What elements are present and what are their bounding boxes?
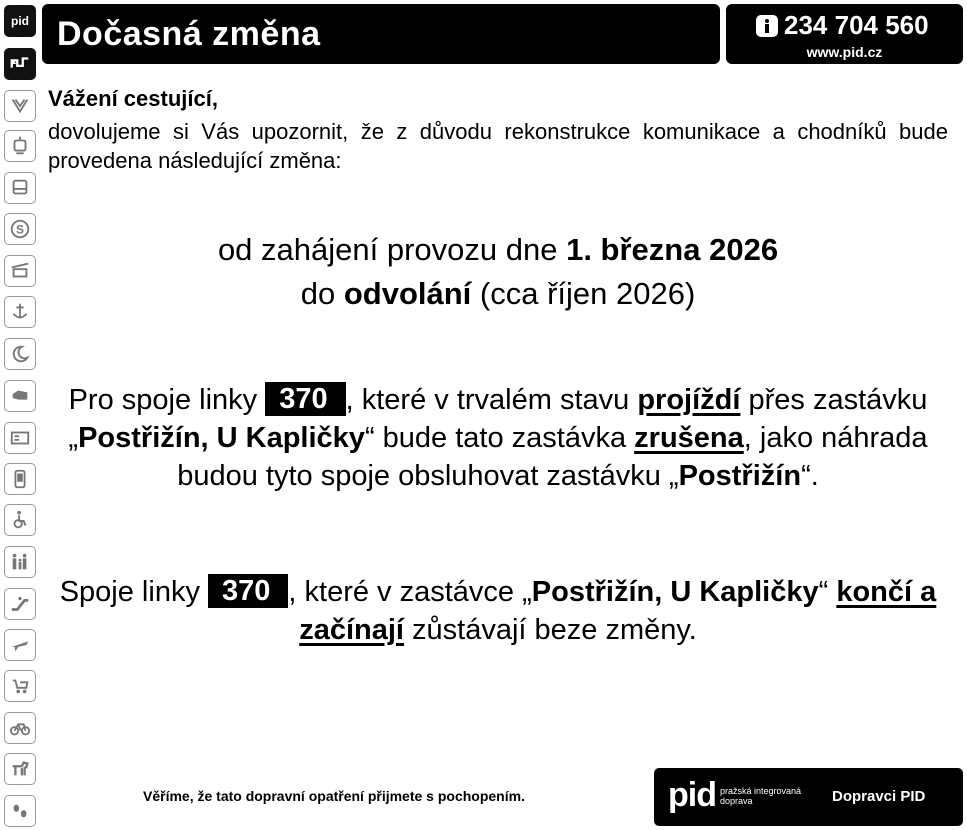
sidebar-family-button[interactable]: [4, 546, 36, 578]
sidebar-ticket-button[interactable]: [4, 380, 36, 412]
intro-text: dovolujeme si Vás upozornit, že z důvodu rekonstrukce komunikace a chodníků bude provedena následující změna:: [48, 119, 948, 173]
footer-note: Věříme, že tato dopravní opatření přijmete s pochopením.: [143, 788, 525, 804]
p1-emphasis: zrušena: [634, 422, 744, 454]
sidebar-night-button[interactable]: [4, 338, 36, 370]
sidebar-dog-button[interactable]: [4, 753, 36, 785]
footer-branding: [654, 768, 963, 826]
p2-text: “: [818, 576, 837, 608]
p1-text: přes zastávku „: [68, 384, 928, 454]
website-link[interactable]: www.pid.cz: [806, 44, 883, 60]
family-icon: [9, 551, 31, 573]
stop-name: Postřižín: [678, 460, 802, 492]
sidebar-walking-button[interactable]: [4, 795, 36, 827]
date-to: odvolání: [343, 276, 472, 311]
sidebar-bus-button[interactable]: [4, 172, 36, 204]
sidebar-cable-car-button[interactable]: [4, 255, 36, 287]
card-icon: [9, 427, 31, 449]
sidebar-mobile-button[interactable]: [4, 463, 36, 495]
pid-logo: pid: [4, 5, 36, 37]
line-badge: 370: [265, 382, 345, 416]
metro-icon: [9, 95, 31, 117]
paragraph-no-change: [48, 573, 948, 649]
p1-text: “.: [801, 460, 819, 492]
pid-logo-subtitle: [720, 786, 820, 806]
phone-number[interactable]: 234 704 560: [784, 10, 929, 40]
dog-icon: [9, 758, 31, 780]
sidebar-escalator-button[interactable]: [4, 588, 36, 620]
transfer-icon: [9, 53, 31, 75]
date-from-prefix: od zahájení provozu dne: [217, 232, 567, 267]
greeting: Vážení cestující,: [48, 86, 218, 111]
sidebar-transfer-button[interactable]: [4, 48, 36, 80]
sidebar-card-button[interactable]: [4, 422, 36, 454]
sidebar-airport-button[interactable]: [4, 629, 36, 661]
tram-icon: [9, 135, 31, 157]
stroller-icon: [9, 675, 31, 697]
paragraph-stop-cancelled: [48, 381, 948, 495]
sidebar-tram-button[interactable]: [4, 130, 36, 162]
validity-period: [48, 228, 948, 316]
escalator-icon: [9, 593, 31, 615]
pid-footer-logo: pid: [668, 776, 716, 814]
sidebar-metro-button[interactable]: [4, 90, 36, 122]
p1-emphasis: projíždí: [637, 384, 741, 416]
p1-text: , které v trvalém stavu: [345, 384, 638, 416]
svg-text:S: S: [16, 222, 24, 237]
night-icon: [9, 343, 31, 365]
sidebar-train-button[interactable]: [4, 213, 36, 245]
p1-text: Pro spoje linky: [68, 384, 266, 416]
stop-name: Postřižín, U Kapličky: [78, 422, 365, 454]
bus-icon: [9, 177, 31, 199]
p2-text: Spoje linky: [59, 576, 209, 608]
train-icon: [9, 218, 31, 240]
p1-text: , jako náhrada budou tyto spoje obsluhovat zastávku „: [177, 422, 928, 492]
logo-sub-line: pražská integrovaná: [720, 786, 802, 796]
date-to-prefix: do: [300, 276, 344, 311]
title-bar: [42, 4, 720, 64]
sidebar-ferry-button[interactable]: [4, 296, 36, 328]
date-to-suffix: (cca říjen 2026): [471, 276, 696, 311]
airport-icon: [9, 634, 31, 656]
walking-icon: [9, 800, 31, 822]
ferry-icon: [9, 301, 31, 323]
p1-text: “ bude tato zastávka: [364, 422, 635, 454]
info-icon: [756, 15, 778, 37]
sidebar-wheelchair-button[interactable]: [4, 504, 36, 536]
page-title: Dočasná změna: [57, 15, 321, 53]
mobile-icon: [9, 468, 31, 490]
stop-name: Postřižín, U Kapličky: [531, 576, 819, 608]
bicycle-icon: [9, 717, 31, 739]
date-from: 1. března 2026: [566, 232, 779, 267]
operators-label: Dopravci PID: [832, 788, 926, 805]
line-badge: 370: [208, 574, 288, 608]
ticket-icon: [9, 385, 31, 407]
p2-text: , které v zastávce „: [288, 576, 532, 608]
logo-sub-line: doprava: [720, 796, 753, 806]
sidebar-bicycle-button[interactable]: [4, 712, 36, 744]
wheelchair-icon: [9, 509, 31, 531]
sidebar-stroller-button[interactable]: [4, 670, 36, 702]
info-box: [726, 4, 963, 64]
p2-emphasis: končí a začínají: [299, 576, 937, 646]
p2-text: zůstávají beze změny.: [403, 614, 697, 646]
cable-car-icon: [9, 260, 31, 282]
sidebar: [0, 0, 40, 830]
